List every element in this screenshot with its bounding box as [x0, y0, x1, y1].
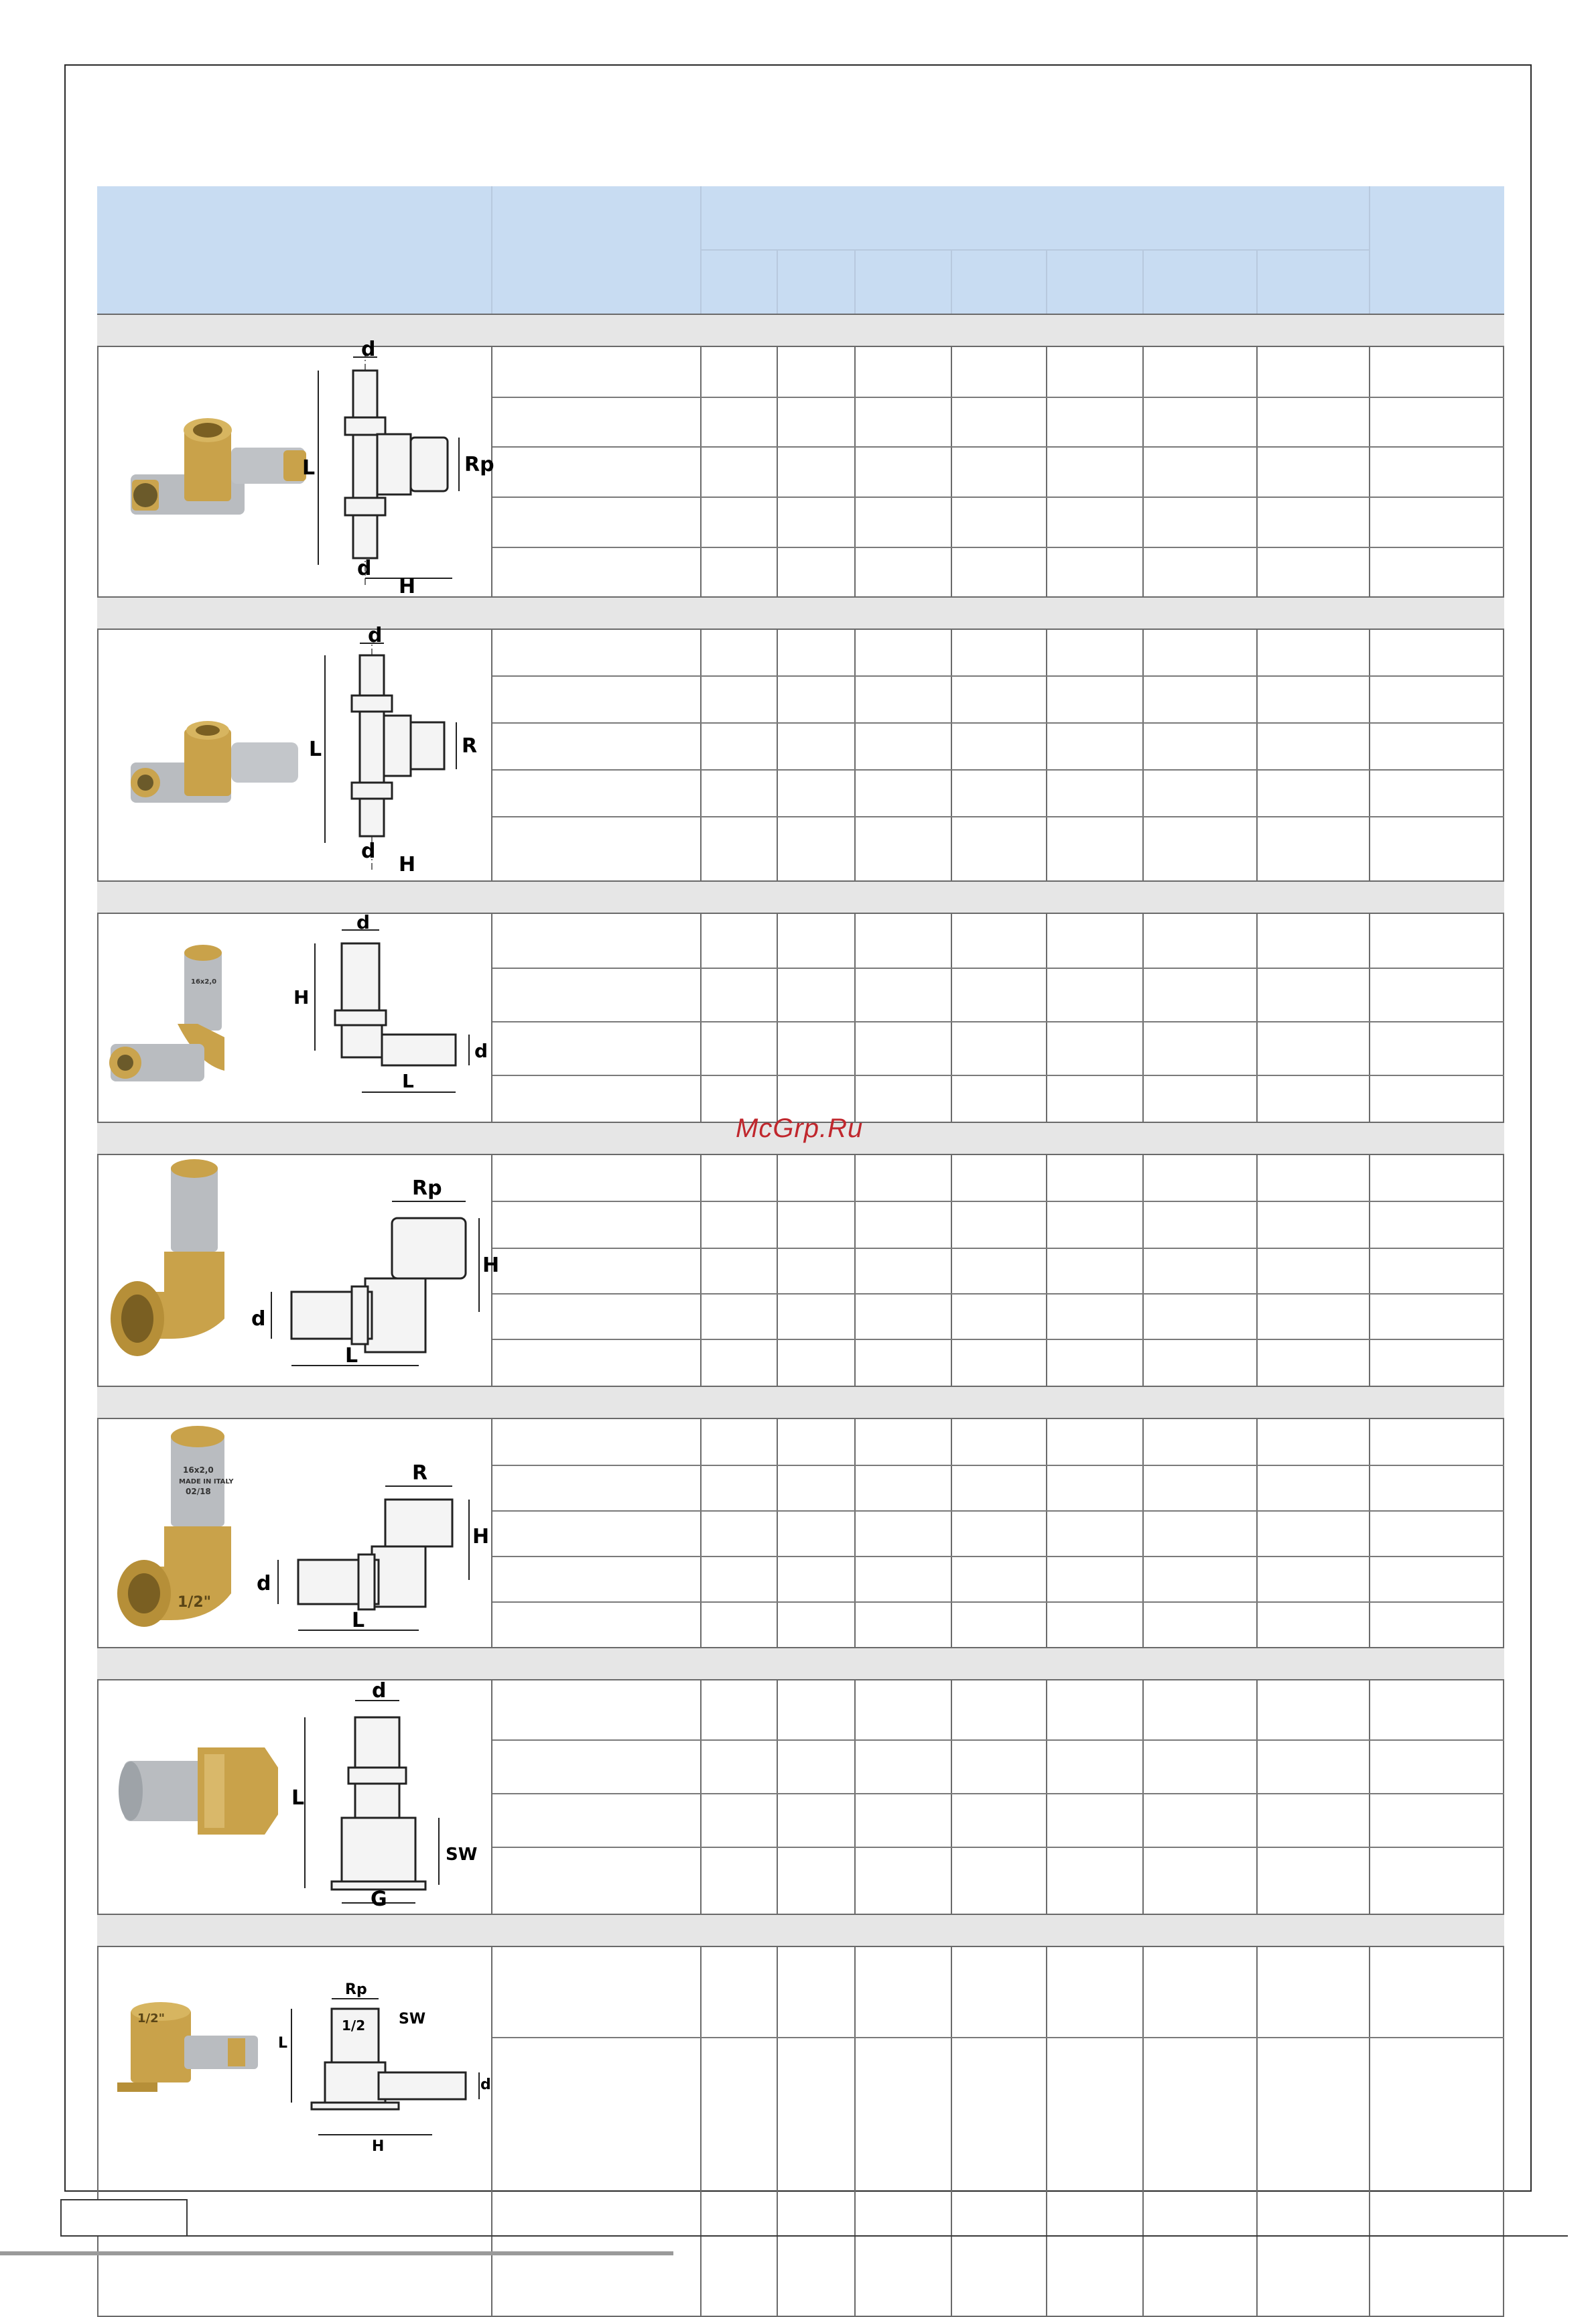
male-tee-label-H: H: [399, 853, 416, 876]
table-header: [97, 186, 1504, 315]
female-tee-label-Rp: Rp: [464, 453, 494, 476]
female-elbow-label-H: H: [482, 1254, 500, 1277]
union-adapter-label-L: L: [291, 1786, 305, 1810]
female-elbow-label-Rp: Rp: [412, 1177, 442, 1200]
elbow-label-d-right: d: [474, 1040, 488, 1062]
section-bar-1: [97, 314, 1504, 347]
wall-plate-photo-marking: 1/2": [137, 2011, 165, 2026]
wall-plate-label-L: L: [278, 2035, 288, 2052]
wall-plate-label-SW: SW: [399, 2011, 426, 2028]
female-tee-label-L: L: [302, 456, 316, 480]
union-adapter-label-d: d: [372, 1679, 387, 1703]
male-tee-photo: [117, 696, 318, 830]
wall-plate-label-H: H: [372, 2138, 385, 2155]
section-bar-3: [97, 880, 1504, 914]
female-tee-label-d-bottom: d: [357, 557, 372, 580]
female-elbow-diagram: [245, 1158, 500, 1379]
male-elbow-label-L: L: [352, 1609, 365, 1632]
elbow-label-L: L: [402, 1070, 414, 1092]
product-table: [97, 186, 1504, 2251]
footer-stripe: [0, 2251, 673, 2255]
page-tab: [60, 2199, 188, 2237]
section-bar-6: [97, 1647, 1504, 1680]
union-adapter-diagram: [291, 1680, 492, 1915]
male-elbow-marking-1: 16x2,0: [183, 1465, 214, 1475]
female-elbow-photo: [97, 1165, 251, 1386]
male-tee-diagram: [298, 624, 492, 876]
wall-plate-label-Rp: Rp: [345, 1981, 367, 1998]
wall-plate-label-d: d: [480, 2076, 491, 2093]
elbow-label-H: H: [293, 986, 310, 1008]
union-adapter-label-G: G: [371, 1888, 387, 1911]
wall-plate-label-half-inch: 1/2: [342, 2017, 366, 2034]
male-elbow-label-R: R: [412, 1461, 428, 1485]
section-bar-7: [97, 1914, 1504, 1947]
female-tee-diagram: [298, 338, 494, 598]
union-adapter-photo: [111, 1721, 285, 1855]
footer-line: [60, 2235, 1568, 2237]
elbow-diagram: [288, 911, 489, 1111]
female-tee-label-d-top: d: [361, 338, 376, 361]
female-elbow-label-L: L: [345, 1344, 358, 1368]
male-elbow-marking-2: MADE IN ITALY: [179, 1478, 234, 1485]
wall-plate-elbow-diagram: [271, 1955, 492, 2176]
female-tee-label-H: H: [399, 575, 416, 598]
section-bar-5: [97, 1386, 1504, 1419]
male-elbow-marking-3: 02/18: [186, 1487, 211, 1496]
male-elbow-photo: [97, 1426, 258, 1647]
watermark: McGrp.Ru: [736, 1114, 864, 1143]
male-tee-label-d-top: d: [368, 624, 383, 647]
elbow-label-d-top: d: [356, 911, 371, 933]
male-tee-label-d-bottom: d: [361, 840, 376, 863]
female-elbow-label-d: d: [251, 1307, 266, 1331]
male-elbow-label-H: H: [472, 1525, 490, 1548]
female-tee-photo: [117, 401, 318, 541]
male-elbow-diagram: [245, 1419, 492, 1640]
elbow-photo: [97, 937, 271, 1098]
male-tee-label-L: L: [309, 738, 322, 761]
male-elbow-label-d: d: [257, 1572, 271, 1595]
section-bar-2: [97, 596, 1504, 630]
wall-plate-elbow-photo: [104, 1982, 265, 2116]
male-elbow-thread-marking: 1/2": [178, 1594, 212, 1611]
male-tee-label-R: R: [462, 734, 478, 758]
union-adapter-label-SW: SW: [446, 1845, 478, 1865]
elbow-photo-marking: 16x2,0: [191, 978, 217, 986]
